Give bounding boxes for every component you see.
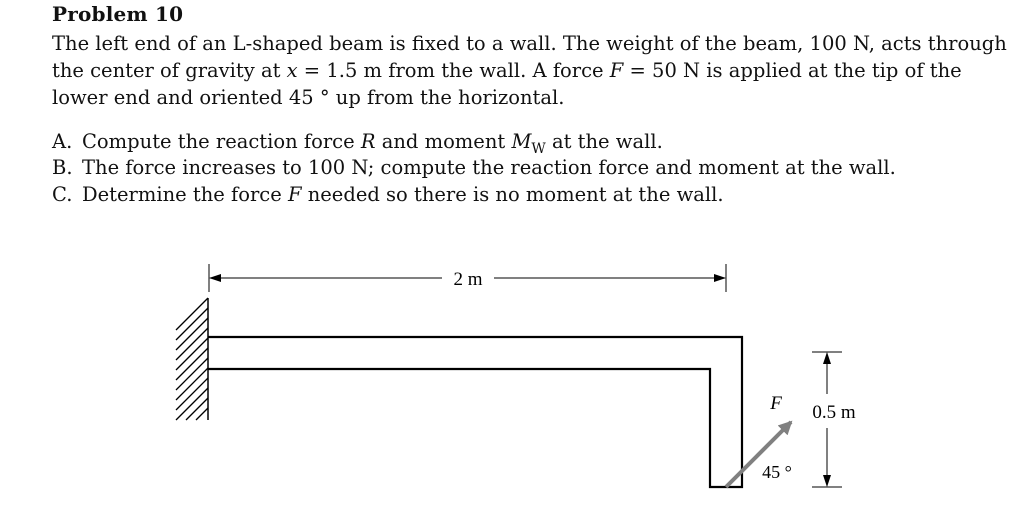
question-c-label: C.	[52, 183, 73, 206]
l-beam	[208, 337, 742, 487]
angle-label: 45 °	[762, 462, 792, 482]
question-c: C. Determine the force F needed so there is no moment at the wall.	[52, 183, 724, 206]
height-label: 0.5 m	[812, 402, 856, 423]
question-a: A. Compute the reaction force R and moment $M_W$ at the wall.	[52, 130, 663, 157]
problem-statement: The left end of an L-shaped beam is fixed to a wall. The weight of the beam, 100 N, acts through the center of gravity at x = 1.5 m from the wall. A force F = 50 N is applied at the tip of the lower end and oriented 45 ° up from the horizontal.	[52, 32, 1007, 109]
question-a-label: A.	[52, 130, 73, 153]
wall-hatching	[176, 298, 208, 420]
question-b-text: The force increases to 100 N; compute the reaction force and moment at the wall.	[82, 156, 896, 179]
problem-title: Problem 10	[52, 2, 184, 26]
question-b-label: B.	[52, 156, 73, 179]
length-label: 2 m	[453, 269, 483, 290]
force-label: F	[770, 393, 782, 414]
